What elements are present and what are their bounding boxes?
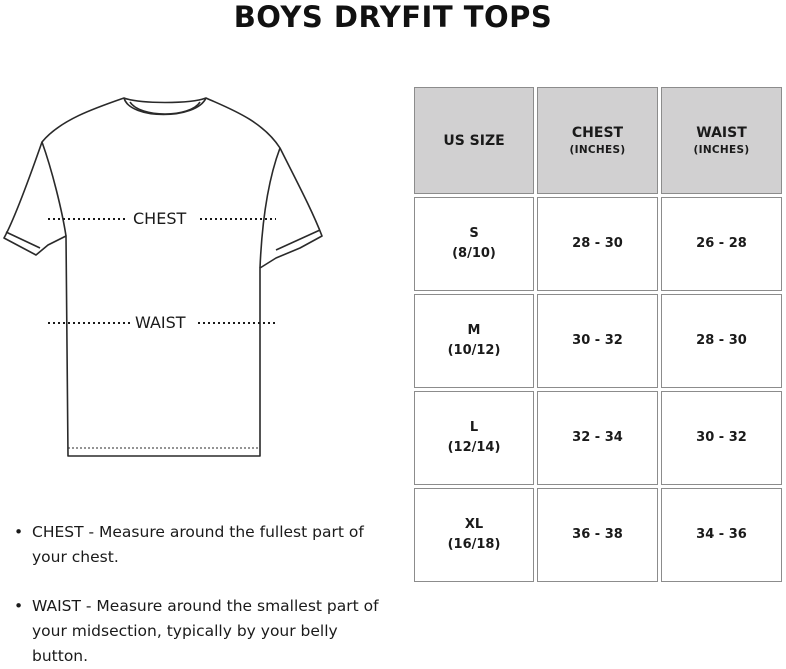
note-text: CHEST - Measure around the fullest part of your chest. bbox=[32, 523, 364, 566]
note-chest bbox=[14, 520, 384, 570]
tshirt-diagram bbox=[0, 90, 330, 462]
header-label: CHEST bbox=[571, 125, 624, 141]
table-row bbox=[414, 488, 782, 582]
header-unit: (INCHES) bbox=[693, 144, 750, 156]
page-title: BOYS DRYFIT TOPS bbox=[233, 0, 553, 34]
table-row bbox=[414, 197, 782, 291]
size-range: (10/12) bbox=[447, 343, 501, 358]
size-range: (16/18) bbox=[447, 537, 501, 552]
waist-cell: 34 - 36 bbox=[661, 488, 782, 582]
bullet-icon: • bbox=[14, 597, 24, 615]
size-name: L bbox=[469, 420, 479, 435]
size-cell bbox=[414, 391, 534, 485]
size-range: (12/14) bbox=[447, 440, 501, 455]
header-waist bbox=[661, 87, 782, 194]
table-row bbox=[414, 294, 782, 388]
size-cell bbox=[414, 197, 534, 291]
waist-cell: 26 - 28 bbox=[661, 197, 782, 291]
chest-measure-label: CHEST bbox=[128, 210, 191, 228]
header-label: WAIST bbox=[696, 125, 747, 141]
waist-measure-label: WAIST bbox=[130, 314, 191, 332]
note-text: WAIST - Measure around the smallest part of your midsection, typically by your belly button. bbox=[32, 597, 379, 665]
size-cell bbox=[414, 488, 534, 582]
chest-cell: 28 - 30 bbox=[537, 197, 658, 291]
waist-cell: 28 - 30 bbox=[661, 294, 782, 388]
size-chart-table bbox=[411, 84, 785, 585]
size-name: S bbox=[469, 226, 479, 241]
header-label: US SIZE bbox=[443, 132, 505, 149]
chest-cell: 32 - 34 bbox=[537, 391, 658, 485]
chest-cell: 30 - 32 bbox=[537, 294, 658, 388]
bullet-icon: • bbox=[14, 523, 24, 541]
size-name: XL bbox=[464, 517, 484, 532]
header-us-size bbox=[414, 87, 534, 194]
measurement-notes bbox=[14, 520, 384, 669]
size-cell bbox=[414, 294, 534, 388]
header-chest bbox=[537, 87, 658, 194]
chest-cell: 36 - 38 bbox=[537, 488, 658, 582]
waist-cell: 30 - 32 bbox=[661, 391, 782, 485]
note-waist bbox=[14, 594, 384, 669]
tshirt-illustration bbox=[0, 90, 330, 462]
size-name: M bbox=[467, 323, 481, 338]
table-header-row bbox=[414, 87, 782, 194]
header-unit: (INCHES) bbox=[569, 144, 626, 156]
size-range: (8/10) bbox=[452, 246, 496, 261]
table-row bbox=[414, 391, 782, 485]
